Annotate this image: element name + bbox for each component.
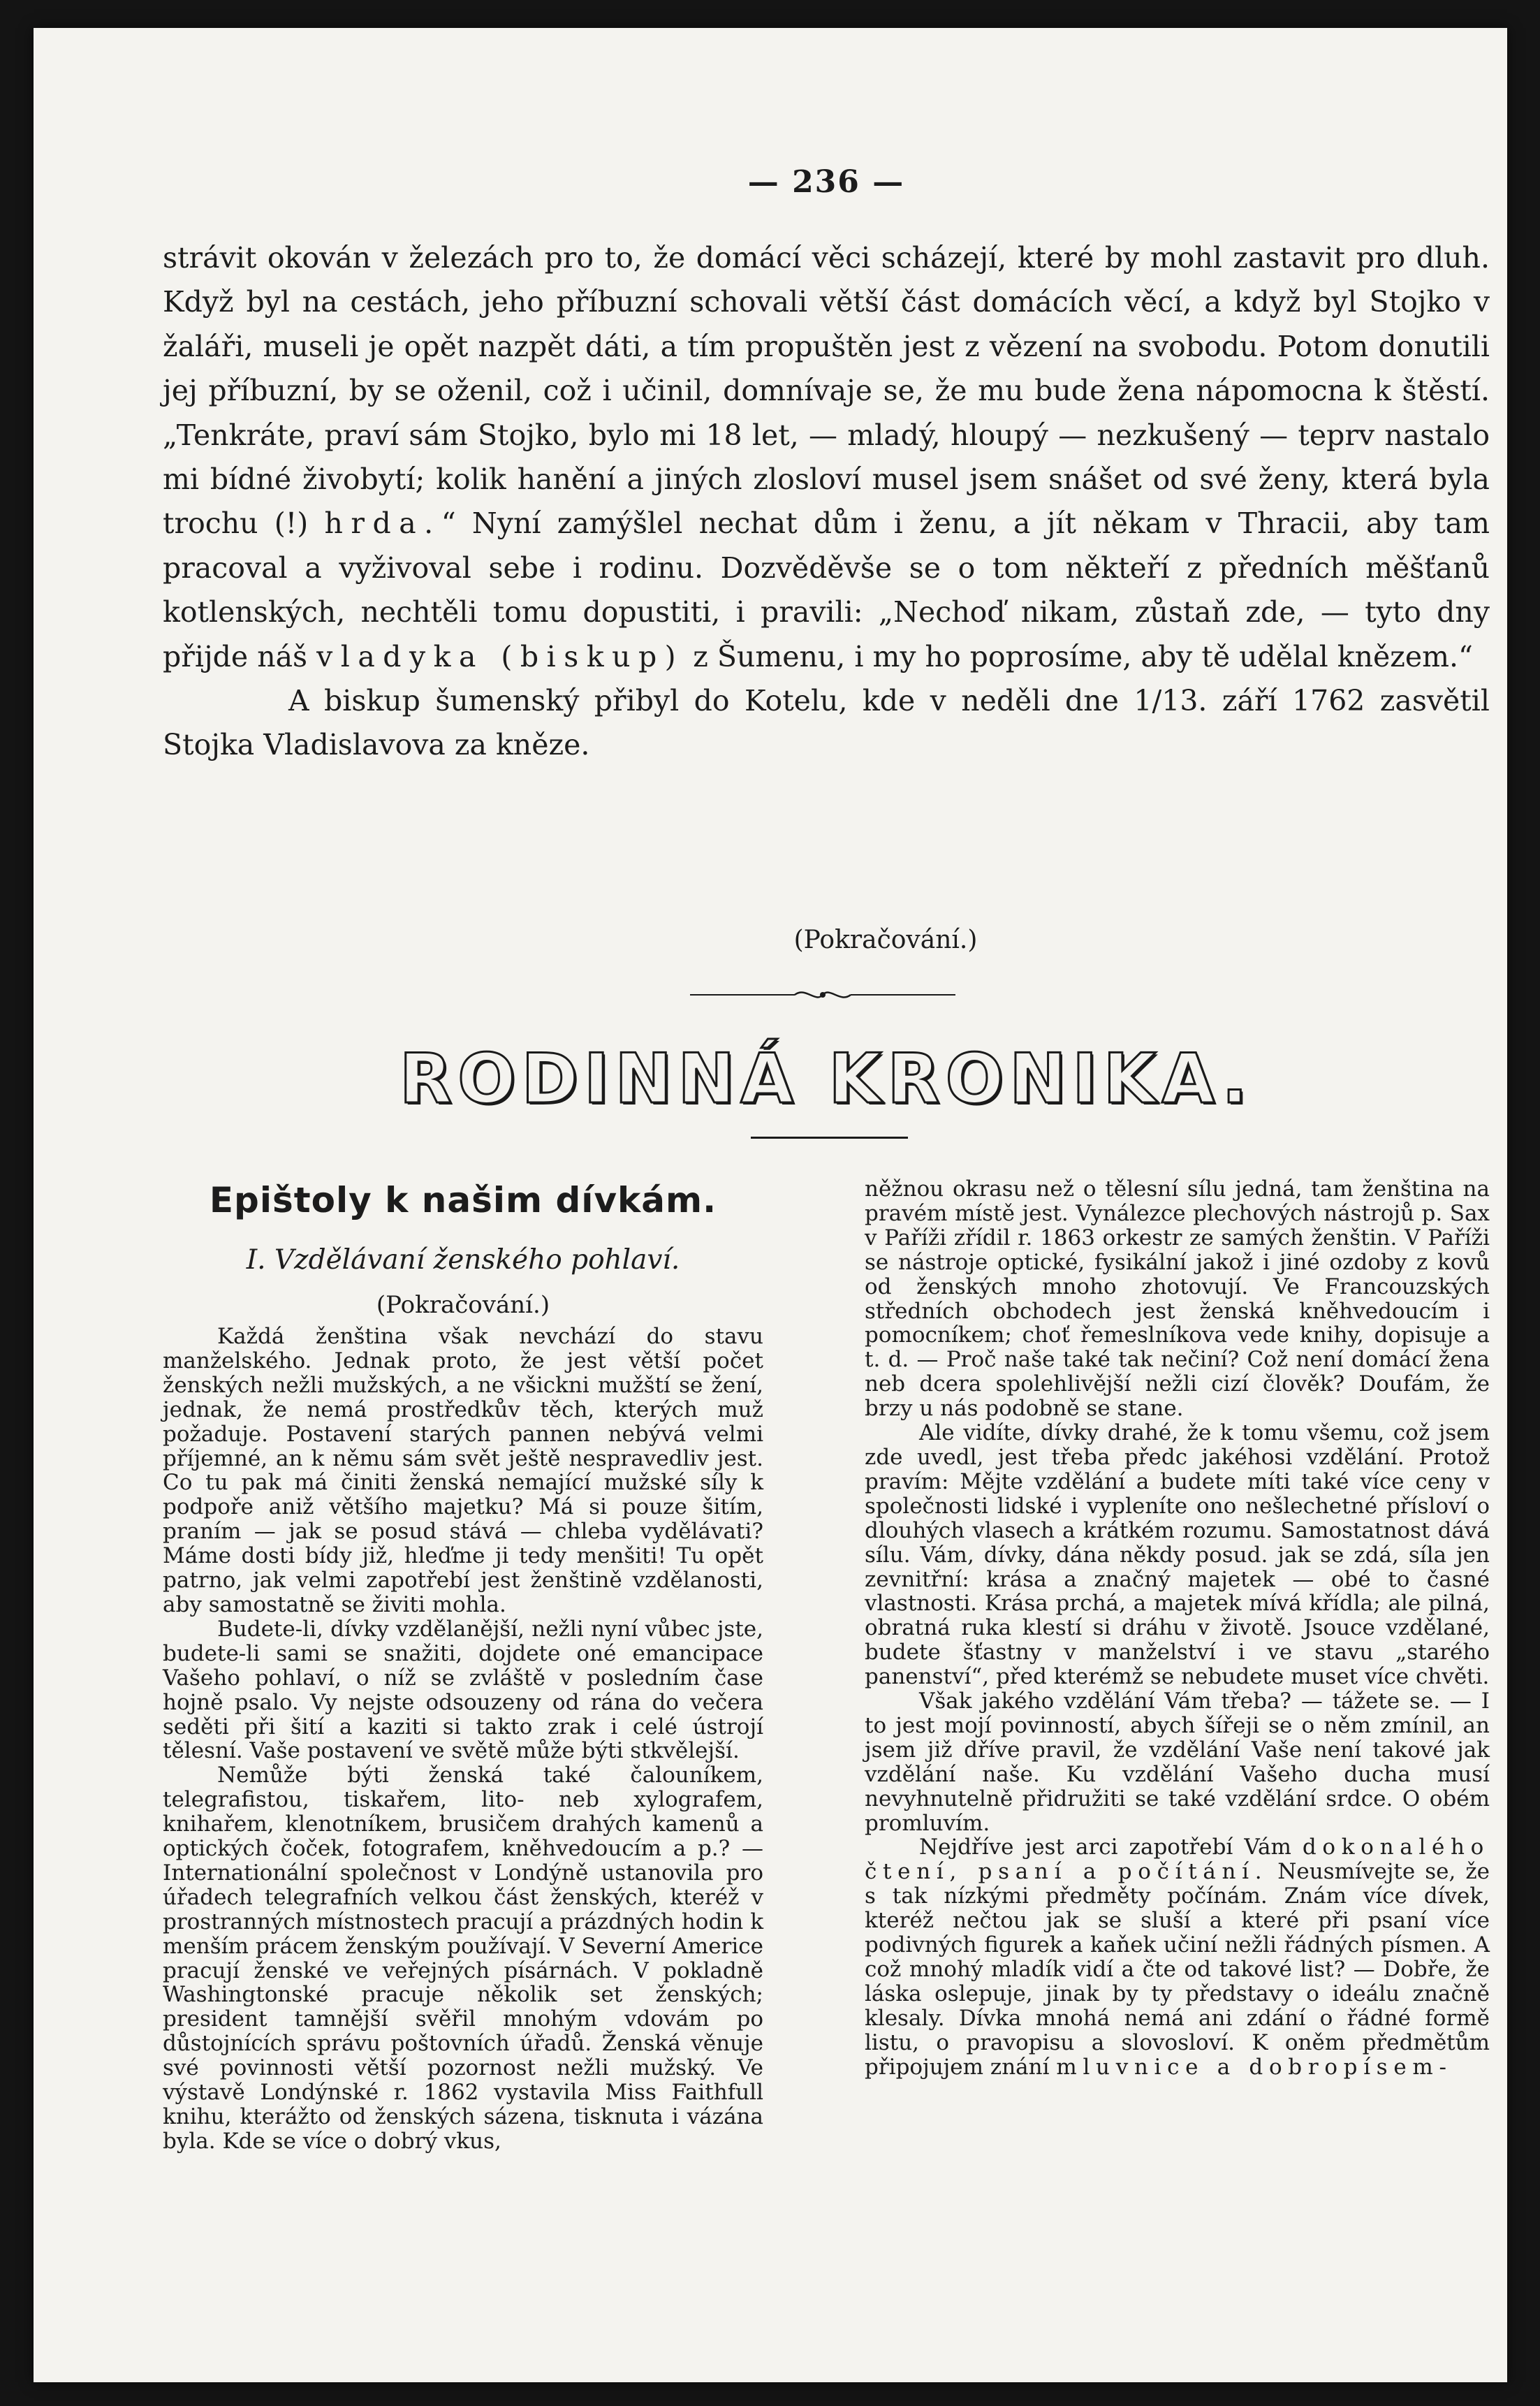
article-text: Neusmívejte se, že s tak nízkými předměty počínám. Znám více dívek, kteréž nečtou jak se sluší a které při psaní více podivných figurek a kaňek učiní nežli řádných písmen. A což mnohý mladík vidí a čte od takové list? — Dobře, že láska oslepuje, jinak by ty představy o ideálu značně klesaly. Dívka mnohá nemá ani zdání o řádné formě listu, o pravopisu a slovosloví. K oněm předmětům připojujem znání <box>865 1859 1490 2080</box>
story-continuation <box>163 236 1490 768</box>
article-paragraph: Však jakého vzdělání Vám třeba? — tážete se. — I to jest mojí povinností, abych šířeji se o něm zmínil, an jsem již dříve pravil, že vzdělání Vaše není takové jak vzdělání naše. Ku vzdělání Vašeho ducha musí nevyhnutelně přidružiti se také vzdělání srdce. O obém promluvím. <box>865 1689 1490 1836</box>
story-emphasis: vladyka (biskup) <box>316 639 684 673</box>
ornament-divider-icon <box>690 986 955 1003</box>
article-paragraph <box>865 1835 1490 2079</box>
article-continued-note: (Pokračování.) <box>376 1291 550 1319</box>
left-column <box>163 1177 763 2154</box>
article-emphasis: mluvnice a dobropísem- <box>1056 2054 1453 2080</box>
story-text: z Šumenu, i my ho poprosíme, aby tě udělal knězem.“ <box>684 639 1474 673</box>
article-subtitle: I. Vzdělávaní ženského pohlaví. <box>246 1244 680 1276</box>
article-paragraph: Budete-li, dívky vzdělanější, nežli nyní vůbec jste, budete-li sami se snažiti, dojdete oné emancipace Vašeho pohlaví, o níž se zvláště v posledním čase hojně psalo. Vy nejste odsouzeny od rána do večera seděti při šití a kaziti si takto zrak i celé ústrojí tělesní. Vaše postavení ve světě může býti stkvělejší. <box>163 1616 763 1764</box>
article-paragraph: Každá ženština však nevchází do stavu manželského. Jednak proto, že jest větší počet ženských nežli mužských, a ne všickni mužští se žení, jednak, že nemá prostředkův těch, kterých muž požaduje. Postavení starých pannen nebývá velmi příjemné, an k němu sám svět ještě nespravedliv jest. Co tu pak má činiti ženská nemající mužské síly k podpoře aniž většího majetku? Má si pouze šitím, praním — jak se posud stává — chleba vydělávati? Máme dosti bídy již, hleďme ji tedy menšiti! Tu opět patrno, jak velmi zapotřebí jest ženštině vzdělanosti, aby samostatně se živiti mohla. <box>163 1324 763 1617</box>
story-text: “ Nyní zamýšlel nechat dům i ženu, a jít někam v Thracii, aby tam pracoval a vyživoval sebe i rodinu. Dozvěděvše se o tom někteří z předních měšťanů kotlenských, nechtěli tomu dopustiti, i pravili: „Nechoď nikam, zůstaň zde, — tyto dny přijde náš <box>163 506 1490 673</box>
right-column <box>865 1177 1490 2080</box>
article-paragraph: Nemůže býti ženská také čalouníkem, telegrafistou, tiskařem, lito- neb xylografem, knihařem, klenotníkem, brusičem drahých kamenů a optických čoček, fotografem, kněhvedoucím a p.? — Internationální společnost v Londýně ustanovila pro úřadech telegrafních velkou část ženských, kteréž v prostranných místnostech pracují a prázdných hodin k menším prácem ženským používají. V Severní Americe pracují ženské ve veřejných písárnách. V pokladně Washingtonské pracuje několik set ženských; president tamnější svěřil mnohým vdovám po důstojnících správu poštovních úřadů. Ženská věnuje své povinnosti větší pozornost nežli mužský. Ve výstavě Londýnské r. 1862 vystavila Miss Faithfull knihu, kterážto od ženských sázena, tisknuta i vázána byla. Kde se více o dobrý vkus, <box>163 1763 763 2154</box>
page-number: — 236 — <box>747 164 905 200</box>
story-paragraph: A biskup šumenský přibyl do Kotelu, kde v neděli dne 1/13. září 1762 zasvětil Stojka Vladislavova za kněze. <box>163 684 1490 762</box>
story-emphasis: hrda. <box>324 506 441 541</box>
article-title: Epištoly k našim dívkám. <box>209 1180 717 1220</box>
article-text: Nejdříve jest arci zapotřebí Vám <box>919 1835 1303 1860</box>
continued-note: (Pokračování.) <box>793 926 978 954</box>
article-paragraph: něžnou okrasu než o tělesní sílu jedná, tam ženština na pravém místě jest. Vynálezce plechových nástrojů p. Sax v Paříži zřídil r. 1863 orkestr ze samých ženštin. V Paříži se nástroje optické, fysikální jakož i jiné ozdoby z kovů od ženských mnoho zhotovují. Ve Francouzských středních obchodech jest ženská kněhvedoucím i pomocníkem; choť řemeslníkova vede knihy, dopisuje a t. d. — Proč naše také tak nečiní? Což není domácí žena neb dcera spolehlivější nežli cizí člověk? Doufám, že brzy u nás podobně se stane. <box>865 1176 1490 1422</box>
section-divider <box>751 1137 908 1139</box>
story-text: strávit okován v železách pro to, že domácí věci scházejí, které by mohl zastavit pro dluh. Když byl na cestách, jeho příbuzní schovali větší část domácích věcí, a když byl Stojko v žaláři, museli je opět nazpět dáti, a tím propuštěn jest z vězení na svobodu. Potom donutili jej příbuzní, by se oženil, což i učinil, domnívaje se, že mu bude žena nápomocna k štěstí. „Tenkráte, praví sám Stojko, bylo mi 18 let, — mladý, hloupý — nezkušený — teprv nastalo mi bídné živobytí; kolik hanění a jiných zlosloví musel jsem snášet od své ženy, která byla trochu (!) <box>163 241 1490 541</box>
article-paragraph: Ale vidíte, dívky drahé, že k tomu všemu, což jsem zde uvedl, jest třeba předc jakéhosi vzdělání. Protož pravím: Mějte vzdělání a budete míti také více ceny v společnosti lidské i vypleníte ono nešlechetné přísloví o dlouhých vlasech a krátkém rozumu. Samostatnost dává sílu. Vám, dívky, dána někdy posud. jak se zdá, síla jen zevnitřní: krása a značný majetek — obé to časné vlastnosti. Krása prchá, a majetek mívá křídla; ale pilná, obratná ruka klestí si dráhu v životě. Jsouce vzdělané, budete šťastny v manželství i ve stavu „starého panenství“, před kterémž se nebudete muset více chvěti. <box>865 1420 1490 1690</box>
scanned-page <box>34 28 1507 2382</box>
story-paragraph <box>163 236 1490 679</box>
section-title: RODINNÁ KRONIKA. <box>399 1040 1254 1119</box>
article-emphasis: dokonalého čtení, psaní a počítání. <box>865 1835 1490 1885</box>
